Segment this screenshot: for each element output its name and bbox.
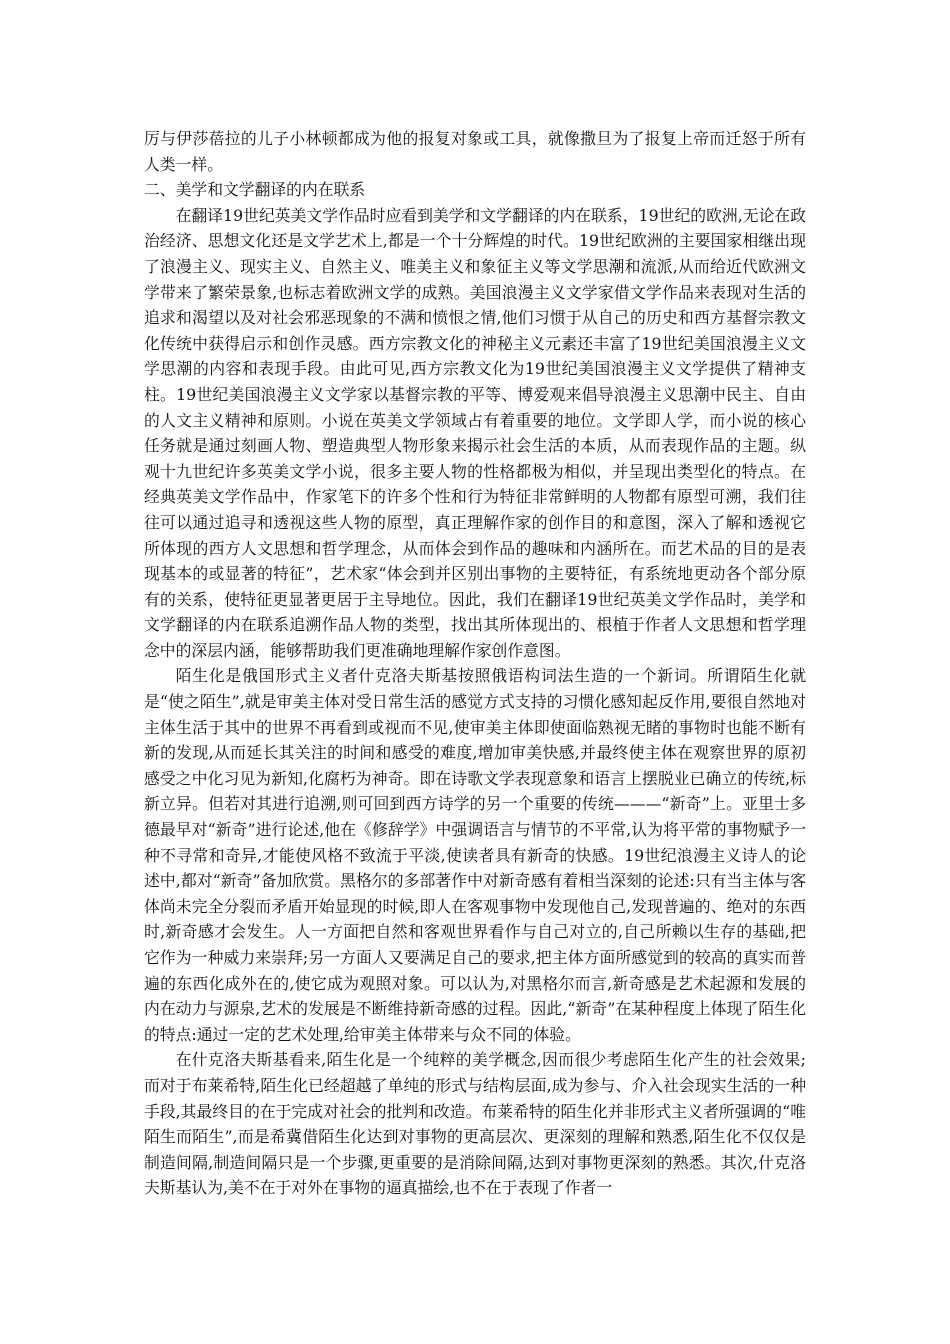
continuation-paragraph: 厉与伊莎蓓拉的儿子小林顿都成为他的报复对象或工具，就像撒旦为了报复上帝而迁怒于所有人类一样。 bbox=[144, 129, 806, 174]
document-body bbox=[144, 126, 806, 1201]
body-paragraph-shklovsky-brecht: 在什克洛夫斯基看来,陌生化是一个纯粹的美学概念,因而很少考虑陌生化产生的社会效果;而对于布莱希特,陌生化已经超越了单纯的形式与结构层面,成为参与、介入社会现实生活的一种手段,其最终目的在于完成对社会的批判和改造。布莱希特的陌生化并非形式主义者所强调的“唯陌生而陌生”,而是希冀借陌生化达到对事物的更高层次、更深刻的理解和熟悉,陌生化不仅仅是制造间隔,制造间隔只是一个步骤,更重要的是消除间隔,达到对事物更深刻的熟悉。其次,什克洛夫斯基认为,美不在于对外在事物的逼真描绘,也不在于表现了作者一 bbox=[144, 1050, 806, 1198]
section-heading: 二、美学和文学翻译的内在联系 bbox=[144, 180, 366, 200]
body-paragraph-aesthetics: 在翻译19世纪英美文学作品时应看到美学和文学翻译的内在联系，19世纪的欧洲,无论在政治经济、思想文化还是文学艺术上,都是一个十分辉煌的时代。19世纪欧洲的主要国家相继出现了浪漫主义、现实主义、自然主义、唯美主义和象征主义等文学思潮和流派,从而给近代欧洲文学带来了繁荣景象,也标志着欧洲文学的成熟。美国浪漫主义文学家借文学作品来表现对生活的追求和渴望以及对社会邪恶现象的不满和愤恨之情,他们习惯于从自己的历史和西方基督宗教文化传统中获得启示和创作灵感。西方宗教文化的神秘主义元素还丰富了19世纪美国浪漫主义文学思潮的内容和表现手段。由此可见,西方宗教文化为19世纪美国浪漫主义文学提供了精神支柱。19世纪美国浪漫主义文学家以基督宗教的平等、博爱观来倡导浪漫主义思潮中民主、自由的人文主义精神和原则。小说在英美文学领域占有着重要的地位。文学即人学，而小说的核心任务就是通过刻画人物、塑造典型人物形象来揭示社会生活的本质，从而表现作品的主题。纵观十九世纪许多英美文学小说，很多主要人物的性格都极为相似，并呈现出类型化的特点。在经典英美文学作品中，作家笔下的许多个性和行为特征非常鲜明的人物都有原型可溯，我们往往可以通过追寻和透视这些人物的原型，真正理解作家的创作目的和意图，深入了解和透视它所体现的西方人文思想和哲学理念，从而体会到作品的趣味和内涵所在。而艺术品的目的是表现基本的或显著的特征”，艺术家“体会到并区别出事物的主要特征，有系统地更动各个部分原有的关系，使特征更显著更居于主导地位。因此，我们在翻译19世纪英美文学作品时，美学和文学翻译的内在联系追溯作品人物的类型，找出其所体现出的、根植于作者人文思想和哲学理念中的深层内涵，能够帮助我们更准确地理解作家创作意图。 bbox=[144, 205, 806, 660]
body-paragraph-defamiliarization: 陌生化是俄国形式主义者什克洛夫斯基按照俄语构词法生造的一个新词。所谓陌生化就是“使之陌生”,就是审美主体对受日常生活的感觉方式支持的习惯化感知起反作用,要很自然地对主体生活于其中的世界不再看到或视而不见,使审美主体即使面临熟视无睹的事物时也能不断有新的发现,从而延长其关注的时间和感受的难度,增加审美快感,并最终使主体在观察世界的原初感受之中化习见为新知,化腐朽为神奇。即在诗歌文学表现意象和语言上摆脱业已确立的传统,标新立异。但若对其进行追溯,则可回到西方诗学的另一个重要的传统———“新奇”上。亚里士多德最早对“新奇”进行论述,他在《修辞学》中强调语言与情节的不平常,认为将平常的事物赋予一种不寻常和奇异,才能使风格不致流于平淡,使读者具有新奇的快感。19世纪浪漫主义诗人的论述中,都对“新奇”备加欣赏。黑格尔的多部著作中对新奇感有着相当深刻的论述:只有当主体与客体尚未完全分裂而矛盾开始显现的时候,即人在客观事物中发现他自己,发现普遍的、绝对的东西时,新奇感才会发生。人一方面把自然和客观世界看作与自己对立的,自己所赖以生存的基础,把它作为一种威力来崇拜;另一方面人又要满足自己的要求,把主体方面所感觉到的较高的真实而普遍的东西化成外在的,使它成为观照对象。可以认为,对黑格尔而言,新奇感是艺术起源和发展的内在动力与源泉,艺术的发展是不断维持新奇感的过程。因此,“新奇”在某种程度上体现了陌生化的特点:通过一定的艺术处理,给审美主体带来与众不同的体验。 bbox=[144, 666, 806, 1044]
